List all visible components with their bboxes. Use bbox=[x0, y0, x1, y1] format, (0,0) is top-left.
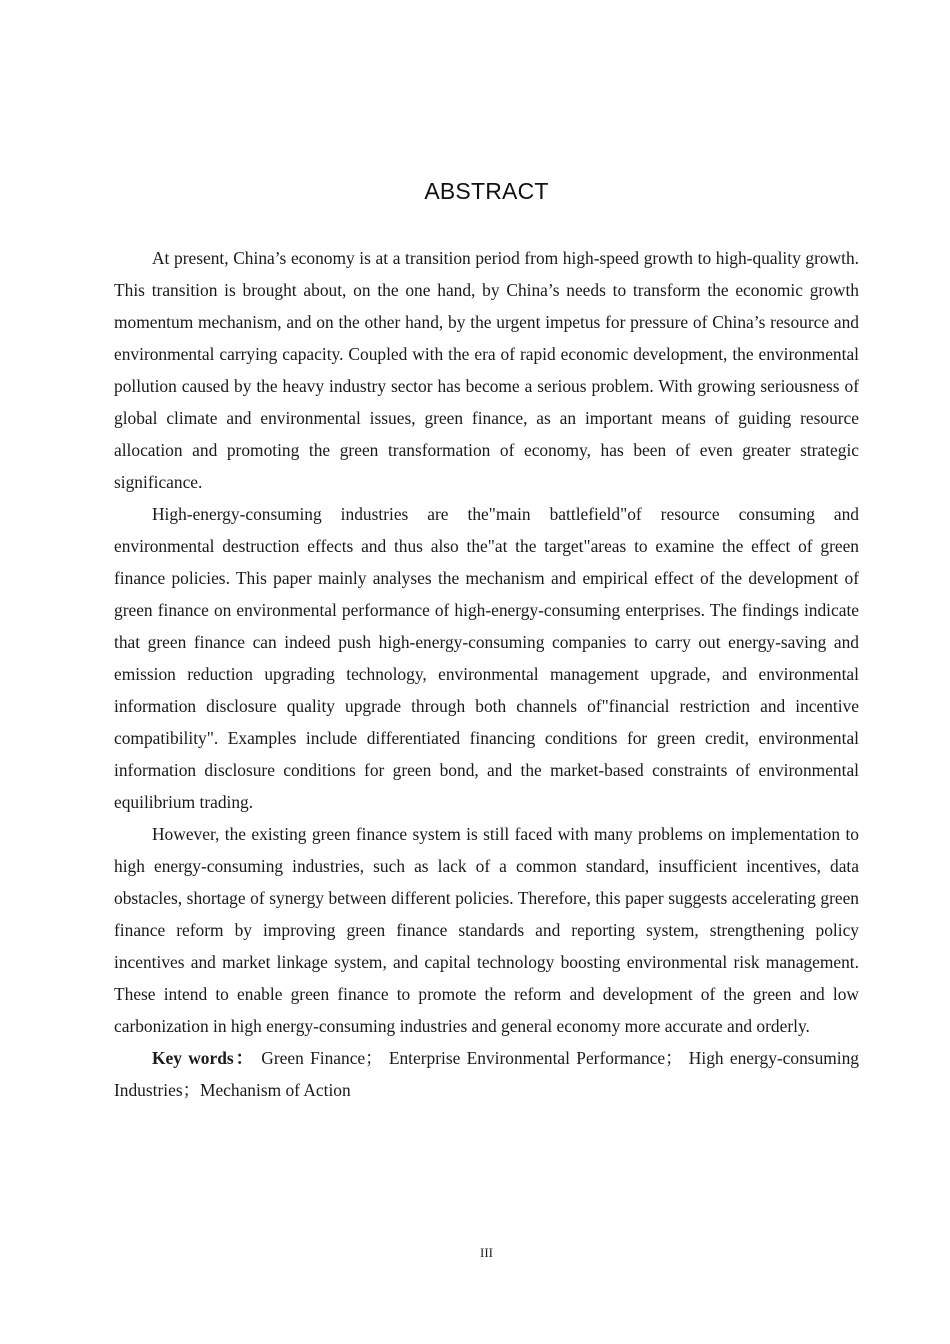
abstract-title: ABSTRACT bbox=[424, 178, 549, 204]
abstract-body bbox=[114, 242, 859, 1106]
keywords-label: Key words： bbox=[152, 1048, 255, 1068]
keywords-line bbox=[114, 1042, 859, 1106]
abstract-paragraph-1: At present, China’s economy is at a transition period from high-speed growth to high-quality growth. This transition is brought about, on the one hand, by China’s needs to transform the economic growth momentum mechanism, and on the other hand, by the urgent impetus for pressure of China’s resource and environmental carrying capacity. Coupled with the era of rapid economic development, the environmental pollution caused by the heavy industry sector has become a serious problem. With growing seriousness of global climate and environmental issues, green finance, as an important means of guiding resource allocation and promoting the green transformation of economy, has been of even greater strategic significance. bbox=[114, 248, 859, 492]
abstract-paragraph-3: However, the existing green finance system is still faced with many problems on implementation to high energy-consuming industries, such as lack of a common standard, insufficient incentives, data obstacles, shortage of synergy between different policies. Therefore, this paper suggests accelerating green finance reform by improving green finance standards and reporting system, strengthening policy incentives and market linkage system, and capital technology boosting environmental risk management. These intend to enable green finance to promote the reform and development of the green and low carbonization in high energy-consuming industries and general economy more accurate and orderly. bbox=[114, 824, 859, 1036]
keywords-text: Green Finance； Enterprise Environmental Performance； High energy-consuming Industries；Mechanism of Action bbox=[114, 1048, 860, 1100]
page-number: III bbox=[480, 1245, 493, 1260]
abstract-paragraph-2: High-energy-consuming industries are the"main battlefield"of resource consuming and environmental destruction effects and thus also the"at the target"areas to examine the effect of green finance policies. This paper mainly analyses the mechanism and empirical effect of the development of green finance on environmental performance of high-energy-consuming enterprises. The findings indicate that green finance can indeed push high-energy-consuming companies to carry out energy-saving and emission reduction upgrading technology, environmental management upgrade, and environmental information disclosure quality upgrade through both channels of"financial restriction and incentive compatibility". Examples include differentiated financing conditions for green credit, environmental information disclosure conditions for green bond, and the market-based constraints of environmental equilibrium trading. bbox=[114, 504, 859, 812]
